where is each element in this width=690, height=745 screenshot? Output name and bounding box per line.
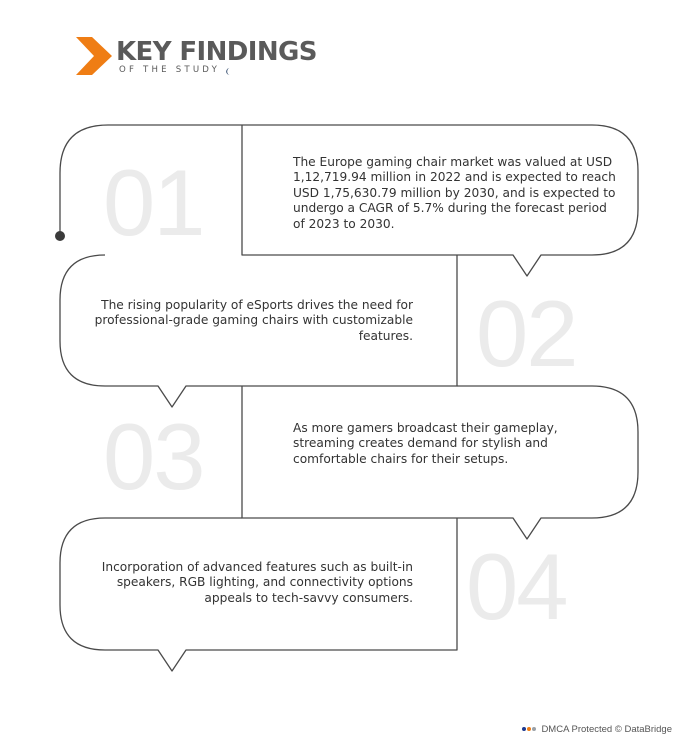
databridge-logo-dots (522, 727, 536, 731)
page-title: KEY FINDINGS (116, 37, 317, 67)
finding-text-3: As more gamers broadcast their gameplay, streaming creates demand for stylish and comfortable chairs for their setups. (293, 421, 558, 466)
finding-number-1: 01 (103, 150, 204, 255)
footer (522, 722, 672, 736)
footer-text[interactable]: DMCA Protected © DataBridge (541, 723, 672, 735)
page-subtitle: OF THE STUDY (119, 65, 221, 75)
finding-number-3: 03 (103, 404, 204, 509)
start-dot (55, 231, 65, 241)
finding-text-1: The Europe gaming chair market was valued at USD 1,12,719.94 million in 2022 and is expected to reach USD 1,75,630.79 million by 2030, and is expected to undergo a CAGR of 5.7% during the forecast period of 2023 to 2030. (293, 155, 616, 231)
finding-text-2: The rising popularity of eSports drives the need for professional-grade gaming chairs with customizable features. (94, 298, 413, 343)
finding-number-4: 04 (466, 534, 567, 639)
finding-text-4: Incorporation of advanced features such as built-in speakers, RGB lighting, and connectivity options appeals to tech-savvy consumers. (101, 560, 413, 605)
finding-number-2: 02 (476, 281, 577, 386)
